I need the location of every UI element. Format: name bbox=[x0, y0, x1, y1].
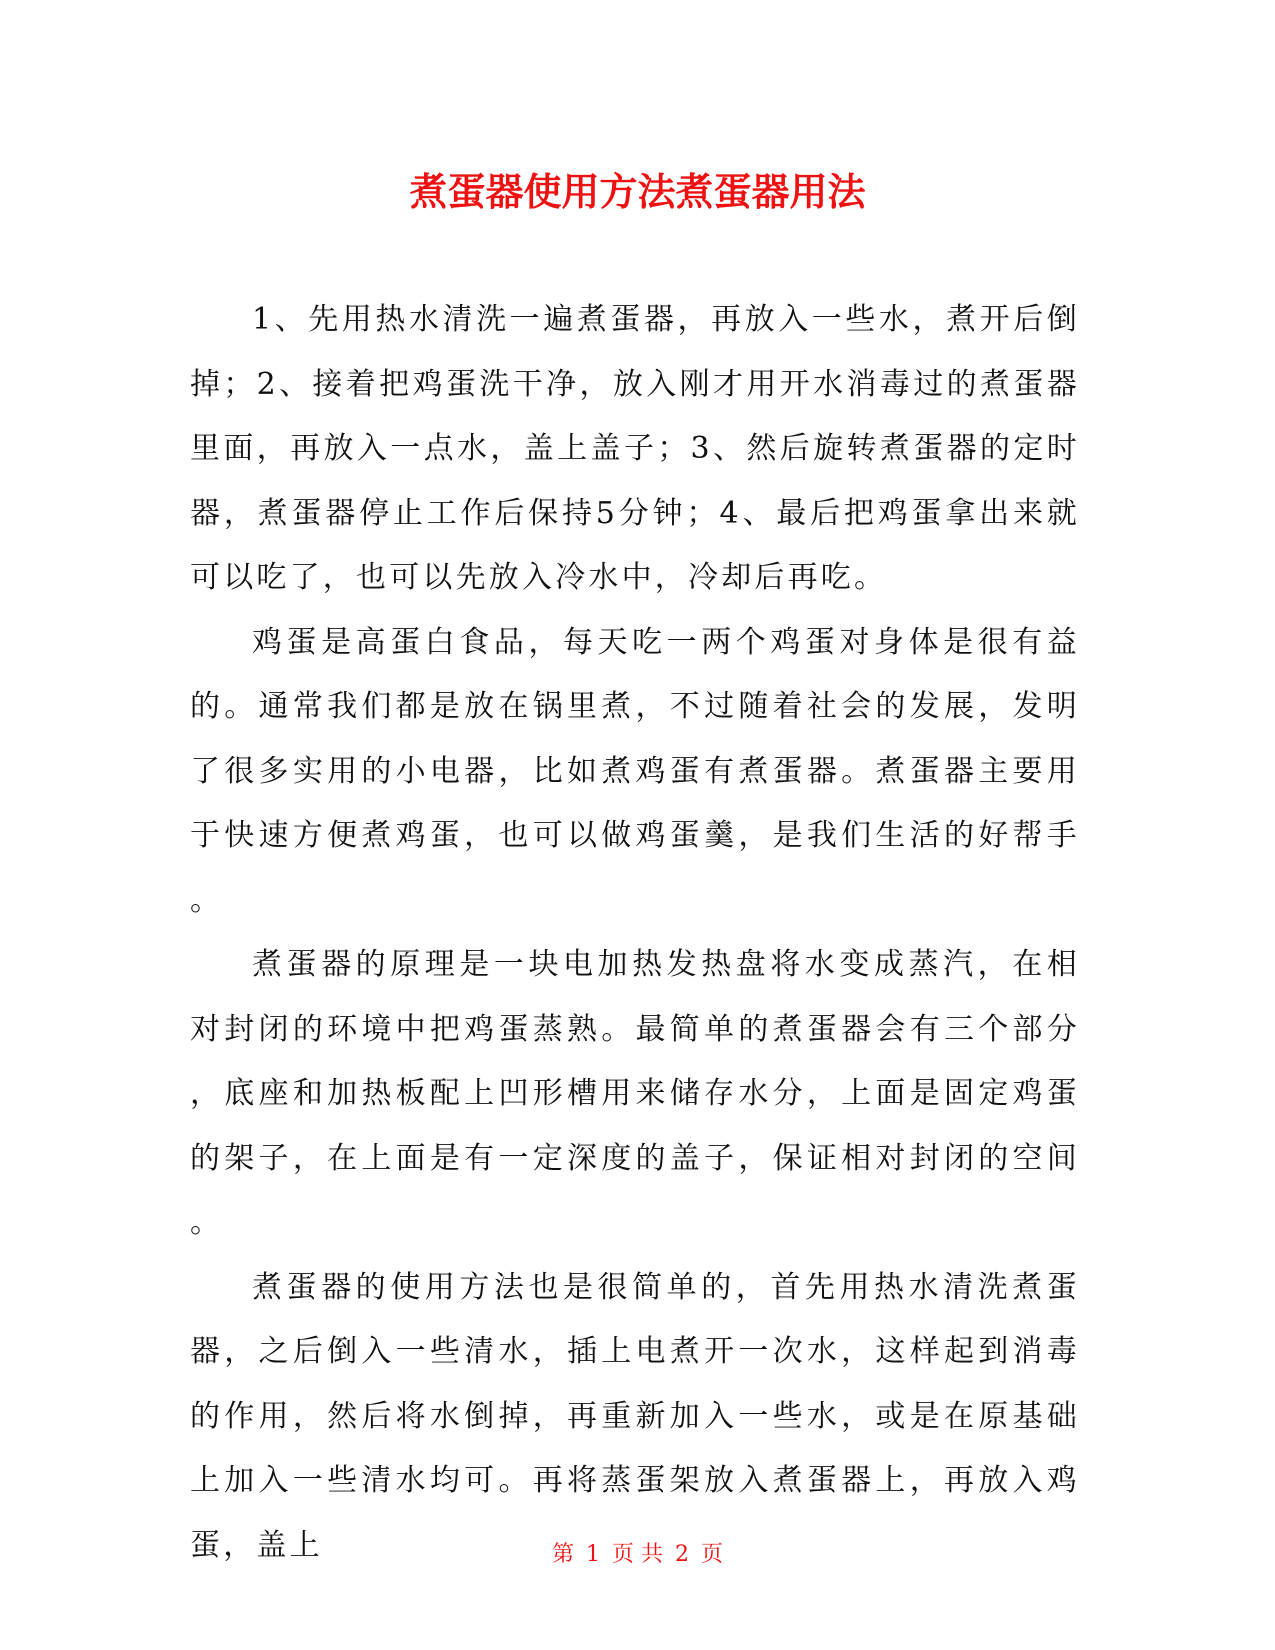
footer-middle: 页 共 bbox=[612, 1542, 663, 1567]
footer-total-pages: 2 bbox=[675, 1542, 689, 1567]
page-footer bbox=[0, 1540, 1275, 1570]
paragraph-steps: 1、先用热水清洗一遍煮蛋器，再放入一些水，煮开后倒掉；2、接着把鸡蛋洗干净，放入刚才用开水消毒过的煮蛋器里面，再放入一点水，盖上盖子；3、然后旋转煮蛋器的定时器，煮蛋器停止工作后保持5分钟；4、最后把鸡蛋拿出来就可以吃了，也可以先放入冷水中，冷却后再吃。 bbox=[190, 302, 1080, 595]
footer-suffix: 页 bbox=[701, 1542, 724, 1567]
footer-current-page: 1 bbox=[586, 1542, 600, 1567]
paragraph-usage: 煮蛋器的使用方法也是很简单的，首先用热水清洗煮蛋器，之后倒入一些清水，插上电煮开一次水，这样起到消毒的作用，然后将水倒掉，再重新加入一些水，或是在原基础上加入一些清水均可。再将蒸蛋架放入煮蛋器上，再放入鸡蛋，盖上 bbox=[190, 1269, 1080, 1563]
paragraph-egg-nutrition: 鸡蛋是高蛋白食品，每天吃一两个鸡蛋对身体是很有益的。通常我们都是放在锅里煮，不过随着社会的发展，发明了很多实用的小电器，比如煮鸡蛋有煮蛋器。煮蛋器主要用于快速方便煮鸡蛋，也可以做鸡蛋羹，是我们生活的好帮手。 bbox=[190, 624, 1080, 918]
paragraph-principle: 煮蛋器的原理是一块电加热发热盘将水变成蒸汽，在相对封闭的环境中把鸡蛋蒸熟。最简单的煮蛋器会有三个部分，底座和加热板配上凹形槽用来储存水分，上面是固定鸡蛋的架子，在上面是有一定深度的盖子，保证相对封闭的空间。 bbox=[190, 947, 1080, 1240]
document-body bbox=[190, 288, 1080, 1578]
document-title: 煮蛋器使用方法煮蛋器用法 bbox=[409, 170, 866, 214]
footer-prefix: 第 bbox=[551, 1542, 574, 1567]
